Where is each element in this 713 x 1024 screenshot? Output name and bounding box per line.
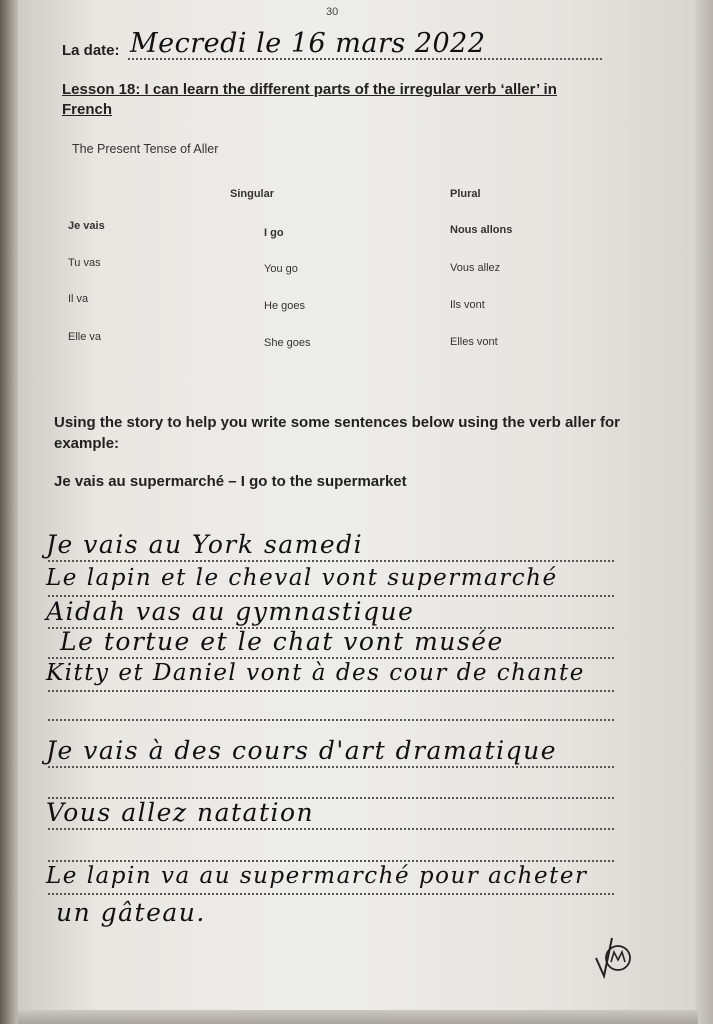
table-cell-english: He goes — [264, 300, 305, 312]
handwritten-sentence: Je vais au York samedi — [46, 530, 364, 559]
writing-line — [48, 560, 614, 562]
handwritten-sentence: Le lapin et le cheval vont supermarché — [46, 565, 558, 591]
date-dotted-line — [128, 58, 602, 60]
column-header-singular: Singular — [230, 188, 275, 200]
page-bottom-edge — [18, 1010, 698, 1024]
page-edge — [695, 0, 713, 1024]
writing-line — [48, 657, 614, 659]
table-cell-plural: Nous allons — [450, 224, 513, 236]
handwritten-sentence: Aidah vas au gymnastique — [46, 597, 415, 626]
writing-line — [48, 719, 614, 721]
handwritten-sentence: Le lapin va au supermarché pour acheter — [46, 863, 588, 889]
writing-line — [48, 860, 614, 862]
writing-line — [48, 690, 614, 692]
exercise-instructions: Using the story to help you write some sentences below using the verb aller for example: — [54, 414, 620, 452]
handwritten-sentence: Kitty et Daniel vont à des cour de chante — [46, 660, 585, 686]
table-cell-english: You go — [264, 263, 298, 275]
table-cell-french: Elle va — [68, 331, 102, 343]
date-label: La date: — [62, 42, 120, 59]
column-header-plural: Plural — [450, 188, 481, 200]
handwritten-sentence: Je vais à des cours d'art dramatique — [46, 736, 558, 765]
table-cell-french: Il va — [68, 293, 89, 305]
exercise-example: Je vais au supermarché – I go to the supermarket — [54, 473, 407, 490]
writing-line — [48, 766, 614, 768]
table-cell-french: Tu vas — [68, 257, 101, 269]
table-cell-plural: Elles vont — [450, 336, 498, 348]
date-handwritten-value: Mecredi le 16 mars 2022 — [130, 28, 486, 59]
page-number: 30 — [326, 6, 339, 18]
table-subtitle: The Present Tense of Aller — [72, 142, 219, 156]
writing-line — [48, 893, 614, 895]
table-cell-plural: Vous allez — [450, 262, 501, 274]
handwritten-sentence: Le tortue et le chat vont musée — [60, 627, 504, 656]
lesson-title: Lesson 18: I can learn the different parts of the irregular verb ‘aller’ in French — [62, 81, 557, 118]
table-cell-english: I go — [264, 227, 284, 239]
table-cell-french: Je vais — [68, 220, 105, 232]
handwritten-sentence: Vous allez natation — [46, 798, 315, 827]
writing-line — [48, 828, 614, 830]
book-spine-shadow — [0, 0, 18, 1024]
teacher-tick-mark-icon — [590, 928, 640, 988]
table-cell-english: She goes — [264, 337, 311, 349]
handwritten-sentence: un gâteau. — [56, 898, 206, 927]
table-cell-plural: Ils vont — [450, 299, 485, 311]
